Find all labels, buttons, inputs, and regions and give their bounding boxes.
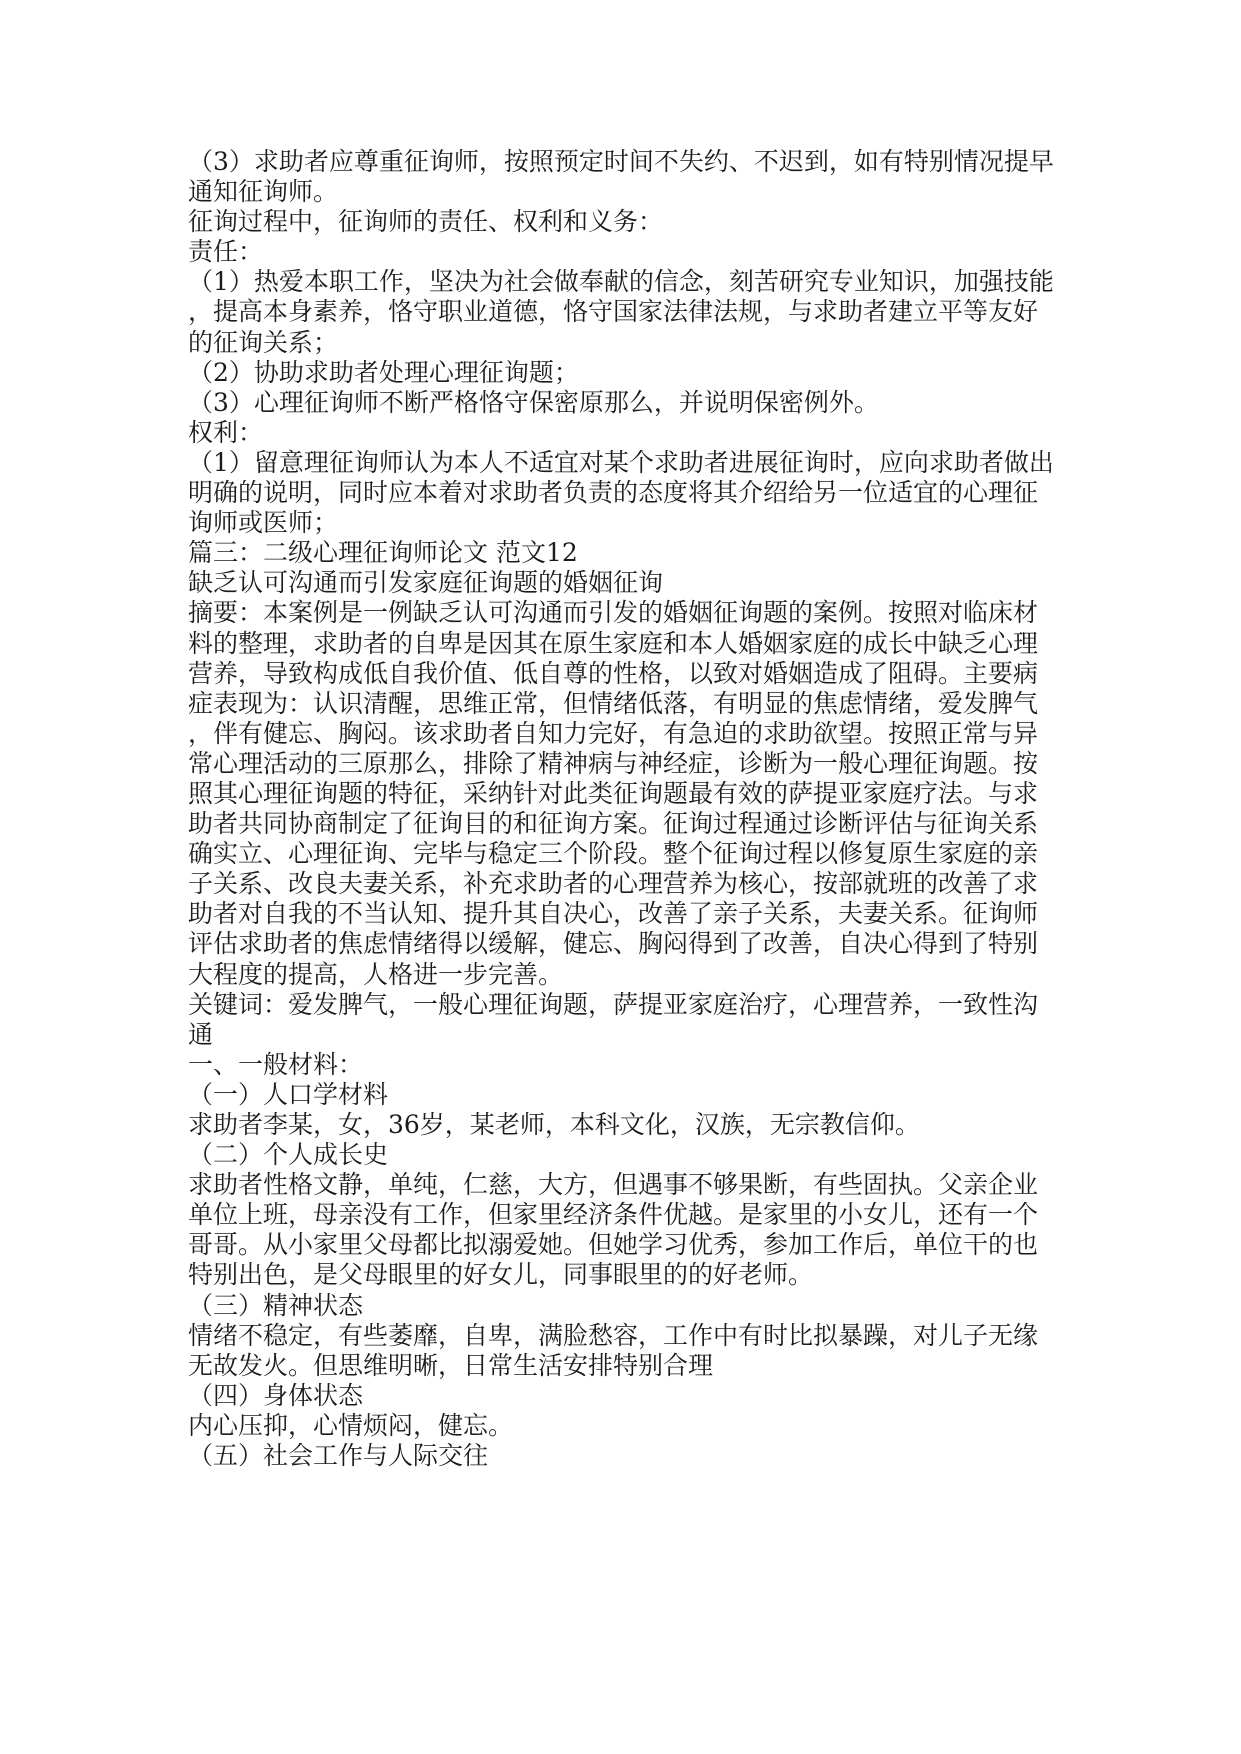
text-line: ，提高本身素养，恪守职业道德，恪守国家法律法规，与求助者建立平等友好	[188, 297, 1039, 327]
text-line: 助者对自我的不当认知、提升其自决心，改善了亲子关系，夫妻关系。征询师	[188, 899, 1039, 929]
text-line: 特别出色，是父母眼里的好女儿，同事眼里的的好老师。	[188, 1260, 814, 1290]
text-line: 助者共同协商制定了征询目的和征询方案。征询过程通过诊断评估与征询关系	[188, 809, 1039, 839]
text-line: 照其心理征询题的特征，采纳针对此类征询题最有效的萨提亚家庭疗法。与求	[188, 778, 1039, 808]
text-line: （3）心理征询师不断严格恪守保密原那么，并说明保密例外。	[188, 387, 879, 417]
document-body	[188, 147, 1068, 1471]
text-line: ，伴有健忘、胸闷。该求助者自知力完好，有急迫的求助欲望。按照正常与异	[188, 718, 1039, 748]
text-line: 权利：	[188, 417, 264, 447]
text-line: 通知征询师。	[188, 177, 339, 207]
text-line: 的征询关系；	[188, 327, 339, 357]
text-line: 通	[188, 1019, 214, 1049]
text-line: 询师或医师；	[188, 508, 339, 538]
text-line: 明确的说明，同时应本着对求助者负责的态度将其介绍给另一位适宜的心理征	[188, 478, 1039, 508]
text-line: （2）协助求助者处理心理征询题；	[188, 357, 579, 387]
text-line: （3）求助者应尊重征询师，按照预定时间不失约、不迟到，如有特别情况提早	[188, 147, 1054, 176]
text-line: 哥哥。从小家里父母都比拟溺爱她。但她学习优秀，参加工作后，单位干的也	[188, 1230, 1039, 1260]
text-line: （四）身体状态	[188, 1380, 364, 1410]
text-line: 内心压抑，心情烦闷，健忘。	[188, 1410, 514, 1440]
text-line: 子关系、改良夫妻关系，补充求助者的心理营养为核心，按部就班的改善了求	[188, 869, 1039, 899]
text-line: 篇三：二级心理征询师论文 范文12	[188, 538, 578, 568]
text-line: 缺乏认可沟通而引发家庭征询题的婚姻征询	[188, 568, 664, 598]
text-line: （二）个人成长史	[188, 1140, 389, 1170]
text-line: （1）留意理征询师认为本人不适宜对某个求助者进展征询时，应向求助者做出	[188, 447, 1054, 477]
text-line: 营养，导致构成低自我价值、低自尊的性格，以致对婚姻造成了阻碍。主要病	[188, 658, 1039, 688]
text-line: 大程度的提高，人格进一步完善。	[188, 959, 564, 989]
text-line: 无故发火。但思维明晰，日常生活安排特别合理	[188, 1350, 714, 1380]
text-line: 一、一般材料：	[188, 1049, 364, 1079]
text-line: 单位上班，母亲没有工作，但家里经济条件优越。是家里的小女儿，还有一个	[188, 1200, 1039, 1230]
text-line: 摘要：本案例是一例缺乏认可沟通而引发的婚姻征询题的案例。按照对临床材	[188, 598, 1039, 628]
text-line: （三）精神状态	[188, 1290, 364, 1320]
text-line: 求助者李某，女，36岁，某老师，本科文化，汉族，无宗教信仰。	[188, 1110, 920, 1139]
text-line: 症表现为：认识清醒，思维正常，但情绪低落，有明显的焦虑情绪，爱发脾气	[188, 688, 1039, 718]
text-line: 确实立、心理征询、完毕与稳定三个阶段。整个征询过程以修复原生家庭的亲	[188, 839, 1039, 869]
text-line: 评估求助者的焦虑情绪得以缓解，健忘、胸闷得到了改善，自决心得到了特别	[188, 929, 1039, 959]
text-line: （五）社会工作与人际交往	[188, 1441, 489, 1471]
text-line: 征询过程中，征询师的责任、权利和义务：	[188, 207, 664, 237]
text-line: 情绪不稳定，有些萎靡，自卑，满脸愁容，工作中有时比拟暴躁，对儿子无缘	[188, 1320, 1039, 1350]
text-line: 常心理活动的三原那么，排除了精神病与神经症，诊断为一般心理征询题。按	[188, 748, 1039, 778]
text-line: 关键词：爱发脾气，一般心理征询题，萨提亚家庭治疗，心理营养，一致性沟	[188, 989, 1039, 1019]
text-line: （一）人口学材料	[188, 1079, 389, 1109]
text-line: 求助者性格文静，单纯，仁慈，大方，但遇事不够果断，有些固执。父亲企业	[188, 1170, 1039, 1200]
text-line: （1）热爱本职工作，坚决为社会做奉献的信念，刻苦研究专业知识，加强技能	[188, 267, 1054, 297]
text-line: 责任：	[188, 237, 264, 267]
text-line: 料的整理，求助者的自卑是因其在原生家庭和本人婚姻家庭的成长中缺乏心理	[188, 628, 1039, 658]
